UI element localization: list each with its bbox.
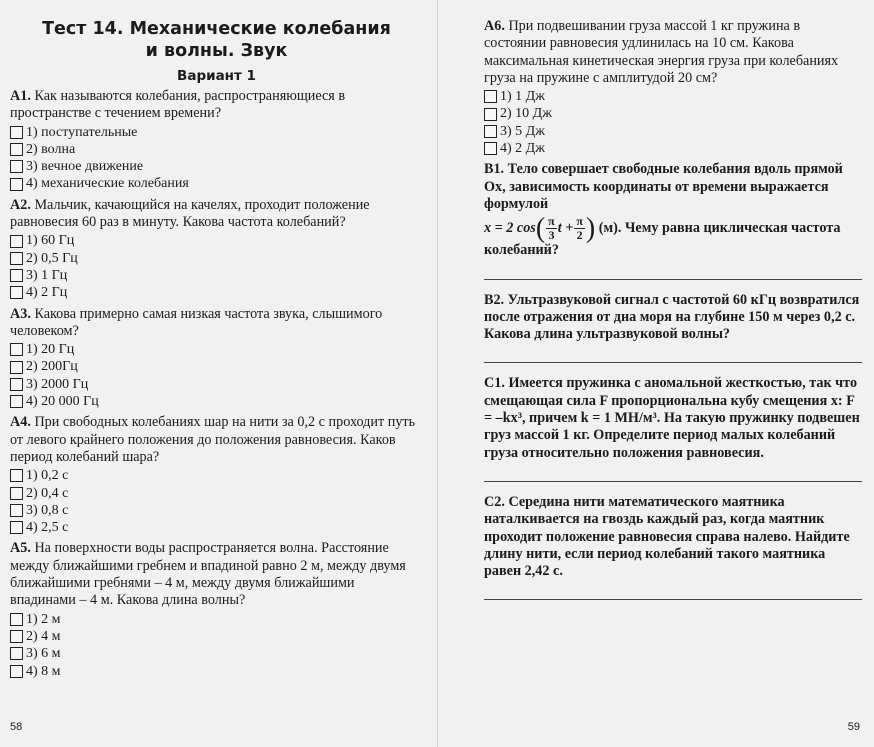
question-text: Ультразвуковой сигнал с частотой 60 кГц возвратился после отражения от дна моря на глубине 150 м через 0,2 с. Какова длина ультразвуковой волны? bbox=[484, 291, 860, 343]
option-label: 2) волна bbox=[26, 141, 76, 157]
question-text: Имеется пружинка с аномальной жесткостью, так что смещающая сила F пропорциональна кубу смещения x: F = –kx³, причем k = 1 МН/м³. На такую пружинку подвешен груз массой 1 кг. Определите период малых колебаний груза относительно положения равновесия. bbox=[484, 375, 860, 461]
question-b2 bbox=[484, 292, 862, 364]
option-label: 1) 60 Гц bbox=[26, 233, 75, 249]
option-label: 1) 2 м bbox=[26, 611, 61, 627]
question-number: А1. bbox=[10, 88, 31, 104]
question-text-after: Чему равна циклическая частота колебаний? bbox=[484, 220, 841, 259]
option-label: 4) 2,5 с bbox=[26, 520, 69, 536]
right-page bbox=[437, 0, 874, 747]
question-а4 bbox=[10, 414, 423, 536]
option-label: 3) 2000 Гц bbox=[26, 376, 89, 392]
question-а5 bbox=[10, 540, 423, 679]
question-number: В2. bbox=[484, 291, 505, 308]
answer-option[interactable] bbox=[10, 284, 423, 301]
question-text: При подвешивании груза массой 1 кг пружина в состоянии равновесия удлинилась на 10 см. Какова максимальная кинетическая энергия груза при колебаниях груза на пружине с амплитудой 20 см? bbox=[484, 18, 839, 86]
question-text: На поверхности воды распространяется волна. Расстояние между ближайшими гребнем и впадиной равно 2 м, между двумя ближайшими гребнями – 4 м, между двумя ближайшими впадинами – 4 м. Какова длина волны? bbox=[10, 540, 406, 609]
option-label: 2) 200Гц bbox=[26, 359, 78, 375]
question-text: Тело совершает свободные колебания вдоль прямой Ox, зависимость координаты от времени выражается формулой bbox=[484, 161, 843, 212]
checkbox-square[interactable] bbox=[10, 143, 23, 156]
option-label: 2) 10 Дж bbox=[500, 106, 552, 122]
formula-unit: (м). bbox=[598, 220, 622, 237]
question-number: В1. bbox=[484, 161, 505, 178]
checkbox-square[interactable] bbox=[10, 504, 23, 517]
option-label: 3) 5 Дж bbox=[500, 123, 545, 139]
answer-option[interactable] bbox=[484, 88, 862, 105]
checkbox-square[interactable] bbox=[484, 142, 497, 155]
question-number: С1. bbox=[484, 375, 505, 392]
answer-option[interactable] bbox=[10, 519, 423, 536]
answer-option[interactable] bbox=[10, 175, 423, 192]
question-a6 bbox=[484, 18, 862, 157]
option-label: 1) 0,2 с bbox=[26, 468, 69, 484]
question-а3 bbox=[10, 306, 423, 411]
option-label: 3) 6 м bbox=[26, 646, 61, 662]
question-number: А5. bbox=[10, 540, 31, 557]
checkbox-square[interactable] bbox=[10, 395, 23, 408]
checkbox-square[interactable] bbox=[484, 108, 497, 121]
question-b1 bbox=[484, 161, 862, 279]
question-c1 bbox=[484, 375, 862, 481]
checkbox-square[interactable] bbox=[10, 487, 23, 500]
answer-option[interactable] bbox=[10, 467, 423, 484]
answer-line[interactable] bbox=[484, 598, 862, 600]
option-label: 1) 20 Гц bbox=[26, 342, 75, 358]
answer-options bbox=[10, 467, 423, 536]
answer-options bbox=[10, 611, 423, 680]
answer-options bbox=[10, 232, 423, 301]
checkbox-square[interactable] bbox=[10, 630, 23, 643]
answer-option[interactable] bbox=[10, 267, 423, 284]
checkbox-square[interactable] bbox=[10, 613, 23, 626]
answer-line[interactable] bbox=[484, 361, 862, 363]
answer-options bbox=[484, 88, 862, 157]
formula-lhs: x = 2 cos bbox=[484, 220, 536, 237]
option-label: 4) 2 Гц bbox=[26, 285, 68, 301]
checkbox-square[interactable] bbox=[10, 178, 23, 191]
question-c2 bbox=[484, 494, 862, 600]
variant-heading: Вариант 1 bbox=[177, 68, 256, 84]
question-а1 bbox=[10, 88, 423, 193]
answer-option[interactable] bbox=[10, 628, 423, 645]
option-label: 4) 8 м bbox=[26, 663, 61, 679]
page-number-left: 58 bbox=[10, 721, 23, 733]
option-label: 1) 1 Дж bbox=[500, 89, 545, 105]
answer-option[interactable] bbox=[10, 663, 423, 680]
answer-option[interactable] bbox=[10, 158, 423, 175]
answer-option[interactable] bbox=[10, 502, 423, 519]
option-label: 4) 20 000 Гц bbox=[26, 394, 99, 410]
checkbox-square[interactable] bbox=[10, 361, 23, 374]
checkbox-square[interactable] bbox=[10, 269, 23, 282]
answer-option[interactable] bbox=[10, 141, 423, 158]
option-label: 4) механические колебания bbox=[26, 176, 189, 192]
checkbox-square[interactable] bbox=[10, 665, 23, 678]
question-text: Середина нити математического маятника наталкивается на гвоздь каждый раз, когда маятник проходит положение равновесия справа налево. Найдите длину нити, если период колебаний такого маятника равен 2,42 с. bbox=[484, 493, 850, 580]
checkbox-square[interactable] bbox=[484, 90, 497, 103]
option-label: 3) вечное движение bbox=[26, 159, 144, 175]
answer-options bbox=[10, 124, 423, 193]
answer-option[interactable] bbox=[10, 393, 423, 410]
checkbox-square[interactable] bbox=[484, 125, 497, 138]
question-text: Какова примерно самая низкая частота звука, слышимого человеком? bbox=[10, 305, 383, 339]
answer-option[interactable] bbox=[10, 250, 423, 267]
page-number-right: 59 bbox=[847, 721, 860, 733]
answer-option[interactable] bbox=[484, 140, 862, 157]
option-label: 3) 1 Гц bbox=[26, 267, 68, 283]
answer-option[interactable] bbox=[10, 358, 423, 375]
answer-option[interactable] bbox=[10, 611, 423, 628]
checkbox-square[interactable] bbox=[10, 343, 23, 356]
answer-option[interactable] bbox=[10, 376, 423, 393]
question-text: При свободных колебаниях шар на нити за 0,2 с проходит путь от левого крайнего положения до положения равновесия. Каков период колебаний шара? bbox=[10, 414, 416, 465]
checkbox-square[interactable] bbox=[10, 252, 23, 265]
checkbox-square[interactable] bbox=[10, 126, 23, 139]
checkbox-square[interactable] bbox=[10, 378, 23, 391]
checkbox-square[interactable] bbox=[10, 235, 23, 248]
answer-line[interactable] bbox=[484, 278, 862, 280]
question-а2 bbox=[10, 197, 423, 302]
question-number: А2. bbox=[10, 196, 31, 213]
option-label: 2) 0,4 с bbox=[26, 485, 69, 501]
answer-option[interactable] bbox=[484, 105, 862, 122]
checkbox-square[interactable] bbox=[10, 160, 23, 173]
question-number: А4. bbox=[10, 414, 31, 431]
answer-option[interactable] bbox=[10, 645, 423, 662]
test-title-line2: и волны. Звук bbox=[145, 41, 288, 61]
formula: x = 2 cos( $\frac{\pi}{3}$ t + $\frac{\pi}{2}$ ) (м). Чему равна циклическая частота колебаний? bbox=[484, 213, 841, 259]
left-questions bbox=[10, 88, 423, 680]
answer-option[interactable] bbox=[10, 341, 423, 358]
checkbox-square[interactable] bbox=[10, 521, 23, 534]
answer-option[interactable] bbox=[10, 485, 423, 502]
answer-option[interactable] bbox=[484, 123, 862, 140]
checkbox-square[interactable] bbox=[10, 469, 23, 482]
question-number: А6. bbox=[484, 18, 505, 34]
answer-options bbox=[10, 341, 423, 410]
question-number: А3. bbox=[10, 305, 31, 322]
option-label: 2) 0,5 Гц bbox=[26, 250, 78, 266]
option-label: 2) 4 м bbox=[26, 628, 61, 644]
checkbox-square[interactable] bbox=[10, 647, 23, 660]
fraction-1: $\frac{\pi}{3}$ bbox=[548, 214, 555, 243]
option-label: 3) 0,8 с bbox=[26, 502, 69, 518]
test-title-line1: Тест 14. Механические колебания bbox=[42, 19, 391, 39]
answer-line[interactable] bbox=[484, 480, 862, 482]
question-number: С2. bbox=[484, 493, 505, 510]
checkbox-square[interactable] bbox=[10, 286, 23, 299]
option-label: 1) поступательные bbox=[26, 124, 138, 140]
option-label: 4) 2 Дж bbox=[500, 141, 545, 157]
answer-option[interactable] bbox=[10, 232, 423, 249]
formula-var-t: t + bbox=[557, 220, 574, 237]
answer-option[interactable] bbox=[10, 124, 423, 141]
question-text: Как называются колебания, распространяющиеся в пространстве с течением времени? bbox=[10, 88, 346, 122]
fraction-2: $\frac{\pi}{2}$ bbox=[576, 214, 583, 243]
question-text: Мальчик, качающийся на качелях, проходит положение равновесия 60 раз в минуту. Какова частота колебаний? bbox=[10, 196, 370, 231]
